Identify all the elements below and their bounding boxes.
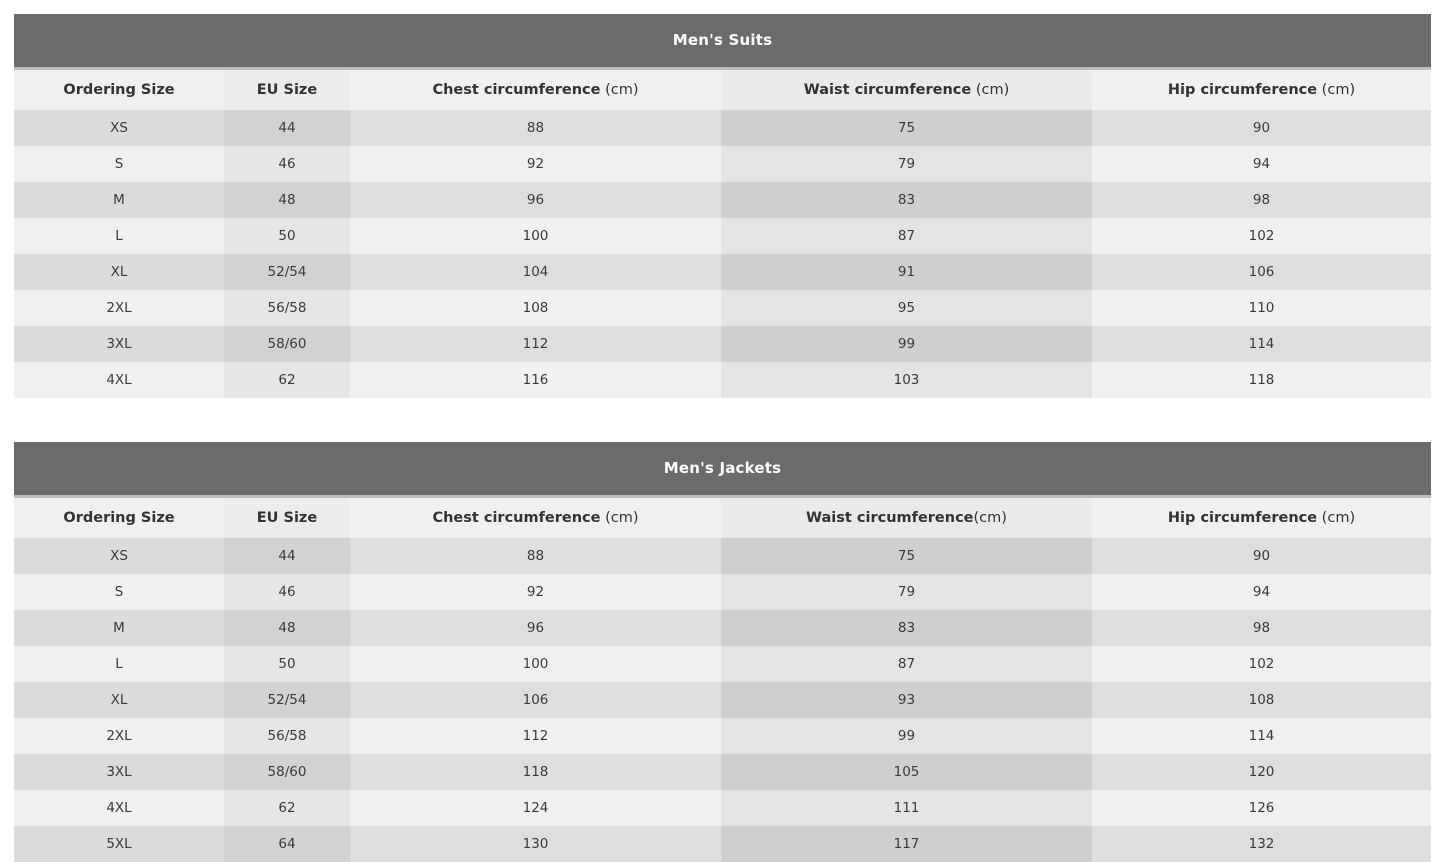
table-cell: 99 (721, 326, 1092, 362)
table-cell: 98 (1092, 610, 1431, 646)
table-cell: 104 (350, 254, 721, 290)
table-cell: 2XL (14, 290, 224, 326)
table-cell: 93 (721, 682, 1092, 718)
table-cell: 124 (350, 790, 721, 826)
column-header-unit: (cm) (1317, 510, 1356, 526)
table-cell: 75 (721, 110, 1092, 146)
table-cell: 90 (1092, 538, 1431, 574)
column-header-unit: (cm) (973, 510, 1007, 526)
table-cell: XS (14, 110, 224, 146)
table-cell: 100 (350, 218, 721, 254)
column-header-unit: (cm) (1317, 82, 1356, 98)
table-cell: 46 (224, 146, 350, 182)
table-row (14, 682, 1431, 718)
column-header (721, 497, 1092, 539)
column-header (224, 69, 350, 111)
table-cell: 95 (721, 290, 1092, 326)
table-cell: 96 (350, 610, 721, 646)
table-cell: 111 (721, 790, 1092, 826)
table-row (14, 754, 1431, 790)
table-cell: 58/60 (224, 326, 350, 362)
table-cell: 106 (350, 682, 721, 718)
table-cell: 5XL (14, 826, 224, 862)
table-cell: 46 (224, 574, 350, 610)
table-row (14, 182, 1431, 218)
table-cell: 112 (350, 718, 721, 754)
table-cell: L (14, 646, 224, 682)
table-cell: 108 (1092, 682, 1431, 718)
table-cell: S (14, 574, 224, 610)
table-cell: L (14, 218, 224, 254)
table-cell: 118 (1092, 362, 1431, 398)
table-cell: 50 (224, 646, 350, 682)
table-cell: 48 (224, 610, 350, 646)
column-header-label: Hip circumference (1167, 510, 1318, 526)
column-header (350, 69, 721, 111)
table-cell: 108 (350, 290, 721, 326)
table-cell: 116 (350, 362, 721, 398)
table-cell: 130 (350, 826, 721, 862)
table-cell: 92 (350, 146, 721, 182)
table-cell: 56/58 (224, 290, 350, 326)
table-row (14, 718, 1431, 754)
table-cell: 120 (1092, 754, 1431, 790)
table-cell: 4XL (14, 790, 224, 826)
table-cell: 118 (350, 754, 721, 790)
table-cell: 79 (721, 146, 1092, 182)
table-cell: 132 (1092, 826, 1431, 862)
table-cell: 114 (1092, 326, 1431, 362)
table-cell: 75 (721, 538, 1092, 574)
table-cell: 106 (1092, 254, 1431, 290)
table-cell: 92 (350, 574, 721, 610)
table-cell: 62 (224, 362, 350, 398)
table-cell: 94 (1092, 146, 1431, 182)
table-row (14, 790, 1431, 826)
column-header-unit: (cm) (971, 82, 1010, 98)
table-title: Men's Jackets (14, 442, 1431, 497)
table-cell: 4XL (14, 362, 224, 398)
table-cell: 126 (1092, 790, 1431, 826)
column-header (14, 69, 224, 111)
table-cell: 112 (350, 326, 721, 362)
table-cell: 62 (224, 790, 350, 826)
column-header-label: EU Size (256, 510, 318, 526)
table-cell: 83 (721, 610, 1092, 646)
table-cell: 58/60 (224, 754, 350, 790)
table-row (14, 538, 1431, 574)
column-header-unit: (cm) (600, 510, 639, 526)
column-header-label: Hip circumference (1167, 82, 1318, 98)
table-cell: 52/54 (224, 254, 350, 290)
table-cell: 64 (224, 826, 350, 862)
table-cell: 105 (721, 754, 1092, 790)
table-cell: 100 (350, 646, 721, 682)
table-cell: 88 (350, 538, 721, 574)
column-header-label: Ordering Size (63, 510, 175, 526)
size-table (14, 14, 1431, 398)
table-cell: 48 (224, 182, 350, 218)
table-row (14, 362, 1431, 398)
column-header-unit: (cm) (600, 82, 639, 98)
column-header (1092, 69, 1431, 111)
table-row (14, 646, 1431, 682)
table-cell: 44 (224, 110, 350, 146)
table-cell: 114 (1092, 718, 1431, 754)
table-row (14, 146, 1431, 182)
column-header-label: Ordering Size (63, 82, 175, 98)
size-table (14, 442, 1431, 862)
table-cell: 96 (350, 182, 721, 218)
column-header (1092, 497, 1431, 539)
column-header (721, 69, 1092, 111)
table-cell: 94 (1092, 574, 1431, 610)
table-row (14, 254, 1431, 290)
table-row (14, 610, 1431, 646)
column-header-label: Waist circumference (803, 82, 972, 98)
table-cell: 56/58 (224, 718, 350, 754)
table-cell: 91 (721, 254, 1092, 290)
table-cell: 90 (1092, 110, 1431, 146)
column-header-label: EU Size (256, 82, 318, 98)
table-cell: 117 (721, 826, 1092, 862)
table-cell: 98 (1092, 182, 1431, 218)
table-cell: 83 (721, 182, 1092, 218)
table-row (14, 574, 1431, 610)
table-row (14, 290, 1431, 326)
table-cell: M (14, 182, 224, 218)
table-cell: 3XL (14, 754, 224, 790)
table-cell: XL (14, 682, 224, 718)
table-cell: 3XL (14, 326, 224, 362)
table-row (14, 826, 1431, 862)
table-cell: 99 (721, 718, 1092, 754)
table-cell: 52/54 (224, 682, 350, 718)
size-tables-container (14, 14, 1431, 862)
table-cell: S (14, 146, 224, 182)
column-header (224, 497, 350, 539)
table-cell: XL (14, 254, 224, 290)
table-cell: 103 (721, 362, 1092, 398)
column-header-label: Chest circumference (432, 510, 601, 526)
table-cell: M (14, 610, 224, 646)
table-row (14, 218, 1431, 254)
table-row (14, 326, 1431, 362)
column-header (14, 497, 224, 539)
table-cell: 87 (721, 218, 1092, 254)
table-cell: 110 (1092, 290, 1431, 326)
table-cell: 44 (224, 538, 350, 574)
table-cell: 102 (1092, 646, 1431, 682)
table-cell: 79 (721, 574, 1092, 610)
table-cell: 2XL (14, 718, 224, 754)
table-title: Men's Suits (14, 14, 1431, 69)
table-cell: 102 (1092, 218, 1431, 254)
table-row (14, 110, 1431, 146)
column-header-label: Chest circumference (432, 82, 601, 98)
table-cell: XS (14, 538, 224, 574)
table-cell: 50 (224, 218, 350, 254)
column-header (350, 497, 721, 539)
table-cell: 88 (350, 110, 721, 146)
table-cell: 87 (721, 646, 1092, 682)
column-header-label: Waist circumference (806, 510, 974, 526)
